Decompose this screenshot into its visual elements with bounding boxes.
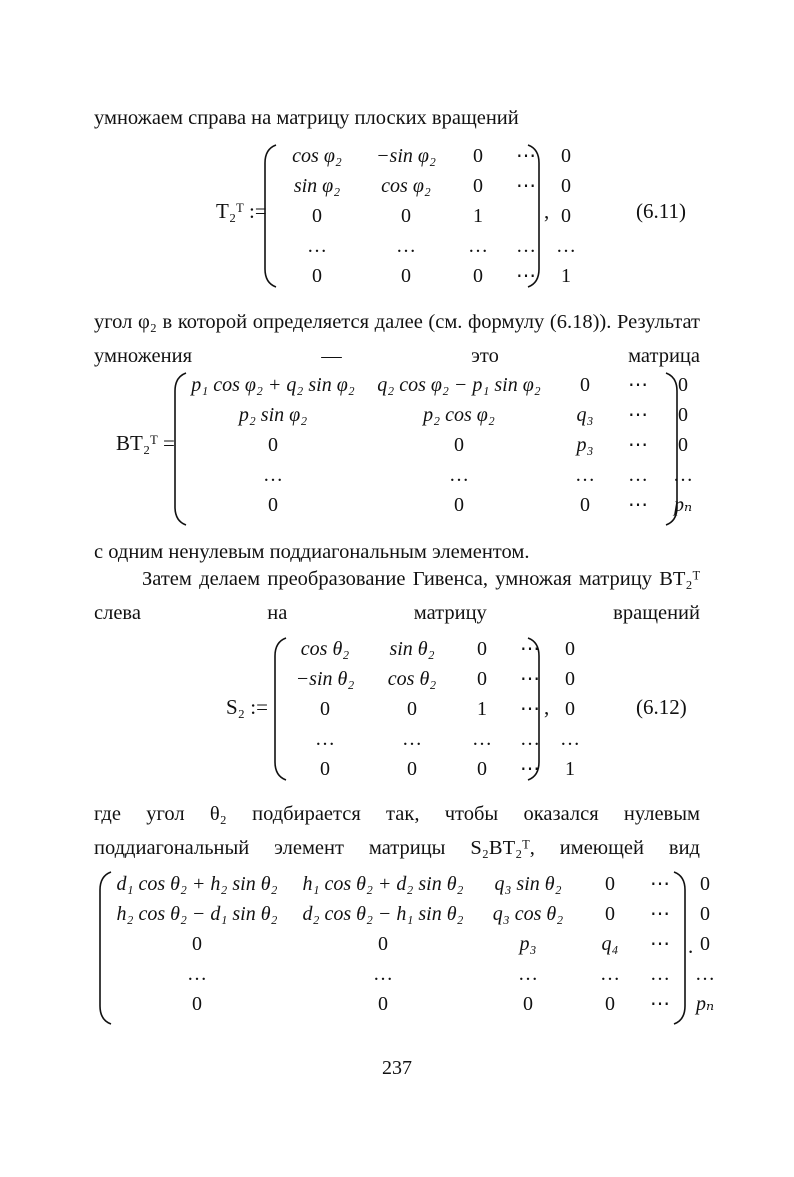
eq2-cell: 0 bbox=[678, 434, 688, 456]
eq3-row-1 bbox=[280, 634, 590, 664]
eq2-row-5 bbox=[180, 490, 708, 520]
eq4-cell: d₁ cos θ₂ + h₂ sin θ₂ bbox=[116, 873, 278, 895]
eq3-cell: 1 bbox=[477, 698, 487, 720]
eq1-cell: cos φ₂ bbox=[292, 145, 342, 167]
eq1-right-bracket bbox=[526, 143, 542, 289]
eq1-cell: … bbox=[396, 235, 416, 257]
eq1-cell: 0 bbox=[473, 175, 483, 197]
eq3-cell: … bbox=[560, 728, 580, 750]
eq3-cell: sin θ₂ bbox=[389, 638, 435, 660]
eq2-row-3 bbox=[180, 430, 708, 460]
eq4-cell: ⋯ bbox=[650, 873, 670, 895]
eq4-cell: … bbox=[373, 963, 393, 985]
paragraph-subdiagonal: с одним ненулевым поддиагональным элементом. bbox=[94, 541, 530, 563]
eq1-cell: 1 bbox=[561, 265, 571, 287]
eq1-cell: 0 bbox=[401, 205, 411, 227]
eq4-cell: h₂ cos θ₂ − d₁ sin θ₂ bbox=[116, 903, 278, 925]
eq3-row-5 bbox=[280, 754, 590, 784]
eq2-cell: … bbox=[575, 464, 595, 486]
eq2-right-bracket bbox=[664, 371, 680, 527]
eq2-cell: p₂ sin φ₂ bbox=[238, 404, 308, 426]
eq1-comma: , bbox=[544, 199, 550, 223]
eq1-cell: 1 bbox=[473, 205, 483, 227]
eq2-cell: 0 bbox=[678, 404, 688, 426]
eq4-cell: … bbox=[187, 963, 207, 985]
eq1-label: T₂ᵀ := bbox=[216, 199, 267, 223]
eq4-cell: … bbox=[695, 963, 715, 985]
eq3-cell: 0 bbox=[407, 698, 417, 720]
eq2-row-4 bbox=[180, 460, 708, 490]
eq3-cell: … bbox=[520, 728, 540, 750]
eq1-cell: 0 bbox=[312, 265, 322, 287]
eq2-cell: p₁ cos φ₂ + q₂ sin φ₂ bbox=[191, 374, 355, 396]
eq2-cell: … bbox=[673, 464, 693, 486]
eq2-cell: 0 bbox=[678, 374, 688, 396]
eq2-cell: pₙ bbox=[673, 494, 693, 516]
eq4-row-2 bbox=[104, 899, 730, 929]
eq4-right-bracket bbox=[672, 870, 688, 1026]
eq1-cell: ⋯ bbox=[516, 145, 536, 167]
eq4-cell: ⋯ bbox=[650, 903, 670, 925]
eq4-row-3 bbox=[104, 929, 730, 959]
eq1-cell: 0 bbox=[401, 265, 411, 287]
eq4-cell: 0 bbox=[605, 993, 615, 1015]
eq3-cell: 0 bbox=[477, 638, 487, 660]
paragraph-givens: Затем делаем преобразование Гивенса, умножая матрицу BT₂ᵀ слева на матрицу вращений bbox=[94, 568, 700, 624]
eq3-cell: ⋯ bbox=[520, 698, 540, 720]
eq4-cell: 0 bbox=[192, 933, 202, 955]
eq2-cell: ⋯ bbox=[628, 434, 648, 456]
eq4-cell: … bbox=[518, 963, 538, 985]
eq4-row-1 bbox=[104, 869, 730, 899]
eq2-cell: 0 bbox=[580, 374, 590, 396]
eq2-cell: q₃ bbox=[576, 404, 594, 426]
eq1-cell: … bbox=[468, 235, 488, 257]
eq2-cell: p₂ cos φ₂ bbox=[423, 404, 495, 426]
page-number: 237 bbox=[382, 1057, 412, 1079]
eq3-cell: … bbox=[315, 728, 335, 750]
eq1-cell: 0 bbox=[561, 175, 571, 197]
eq3-cell: ⋯ bbox=[520, 758, 540, 780]
eq1-cell: … bbox=[556, 235, 576, 257]
eq4-matrix bbox=[104, 869, 730, 1019]
eq3-cell: ⋯ bbox=[520, 638, 540, 660]
eq3-cell: 0 bbox=[565, 668, 575, 690]
paragraph-angle: угол φ₂ в которой определяется далее (см. формулу (6.18)). Результат умножения — это матрица bbox=[94, 311, 700, 367]
eq3-cell: … bbox=[402, 728, 422, 750]
eq3-label: S₂ := bbox=[226, 695, 268, 719]
eq3-cell: 1 bbox=[565, 758, 575, 780]
eq2-label: BT₂ᵀ = bbox=[116, 431, 175, 455]
eq1-cell: 0 bbox=[473, 265, 483, 287]
eq3-row-4 bbox=[280, 724, 590, 754]
eq2-cell: 0 bbox=[454, 494, 464, 516]
eq3-cell: −sin θ₂ bbox=[295, 668, 355, 690]
eq4-row-4 bbox=[104, 959, 730, 989]
eq1-cell: sin φ₂ bbox=[293, 175, 341, 197]
eq2-cell: … bbox=[628, 464, 648, 486]
eq4-period: . bbox=[688, 934, 694, 958]
eq2-cell: 0 bbox=[454, 434, 464, 456]
eq4-cell: … bbox=[650, 963, 670, 985]
eq4-cell: q₃ sin θ₂ bbox=[494, 873, 562, 895]
eq2-cell: 0 bbox=[268, 434, 278, 456]
eq3-comma: , bbox=[544, 695, 550, 719]
eq3-cell: 0 bbox=[565, 638, 575, 660]
eq1-cell: ⋯ bbox=[516, 175, 536, 197]
eq3-number: (6.12) bbox=[636, 695, 687, 719]
eq3-right-bracket bbox=[526, 636, 542, 782]
eq2-cell: ⋯ bbox=[628, 494, 648, 516]
eq4-cell: ⋯ bbox=[650, 993, 670, 1015]
eq3-row-2 bbox=[280, 664, 590, 694]
eq4-cell: q₄ bbox=[601, 933, 619, 955]
eq2-row-1 bbox=[180, 370, 708, 400]
eq4-cell: 0 bbox=[605, 903, 615, 925]
eq1-cell: 0 bbox=[561, 205, 571, 227]
eq3-cell: 0 bbox=[477, 668, 487, 690]
eq4-cell: 0 bbox=[700, 873, 710, 895]
eq4-cell: … bbox=[600, 963, 620, 985]
eq4-cell: pₙ bbox=[695, 993, 715, 1015]
eq4-cell: ⋯ bbox=[650, 933, 670, 955]
eq4-cell: 0 bbox=[192, 993, 202, 1015]
eq4-cell: p₃ bbox=[519, 933, 537, 955]
eq2-cell: p₃ bbox=[576, 434, 594, 456]
eq2-matrix bbox=[180, 370, 708, 520]
eq2-cell: 0 bbox=[580, 494, 590, 516]
eq4-cell: 0 bbox=[700, 933, 710, 955]
eq1-cell: 0 bbox=[312, 205, 322, 227]
eq3-cell: 0 bbox=[320, 758, 330, 780]
eq1-cell: … bbox=[516, 235, 536, 257]
eq3-cell: 0 bbox=[565, 698, 575, 720]
eq3-cell: 0 bbox=[407, 758, 417, 780]
eq1-cell: 0 bbox=[473, 145, 483, 167]
eq1-cell: cos φ₂ bbox=[381, 175, 431, 197]
eq1-cell: … bbox=[307, 235, 327, 257]
eq3-cell: 0 bbox=[477, 758, 487, 780]
paragraph-theta: где угол θ₂ подбирается так, чтобы оказался нулевым поддиагональный элемент матрицы S₂BT₂ᵀ, имеющей вид bbox=[94, 803, 700, 859]
eq1-cell: ⋯ bbox=[516, 265, 536, 287]
eq2-cell: ⋯ bbox=[628, 374, 648, 396]
eq4-cell: 0 bbox=[378, 993, 388, 1015]
eq1-cell: 0 bbox=[561, 145, 571, 167]
eq1-number: (6.11) bbox=[636, 199, 686, 223]
eq4-cell: q₃ cos θ₂ bbox=[492, 903, 564, 925]
eq2-cell: 0 bbox=[268, 494, 278, 516]
eq4-cell: h₁ cos θ₂ + d₂ sin θ₂ bbox=[302, 873, 464, 895]
eq2-row-2 bbox=[180, 400, 708, 430]
eq4-cell: d₂ cos θ₂ − h₁ sin θ₂ bbox=[302, 903, 464, 925]
eq4-cell: 0 bbox=[378, 933, 388, 955]
eq2-cell: ⋯ bbox=[628, 404, 648, 426]
eq2-cell: … bbox=[449, 464, 469, 486]
eq2-cell: q₂ cos φ₂ − p₁ sin φ₂ bbox=[377, 374, 541, 396]
eq4-row-5 bbox=[104, 989, 730, 1019]
eq3-cell: cos θ₂ bbox=[300, 638, 350, 660]
eq1-cell: −sin φ₂ bbox=[376, 145, 436, 167]
eq3-cell: cos θ₂ bbox=[387, 668, 437, 690]
eq3-cell: ⋯ bbox=[520, 668, 540, 690]
eq4-cell: 0 bbox=[523, 993, 533, 1015]
paragraph-intro: умножаем справа на матрицу плоских вращений bbox=[94, 107, 519, 129]
eq4-cell: 0 bbox=[700, 903, 710, 925]
eq3-cell: … bbox=[472, 728, 492, 750]
eq4-cell: 0 bbox=[605, 873, 615, 895]
eq2-cell: … bbox=[263, 464, 283, 486]
eq3-cell: 0 bbox=[320, 698, 330, 720]
